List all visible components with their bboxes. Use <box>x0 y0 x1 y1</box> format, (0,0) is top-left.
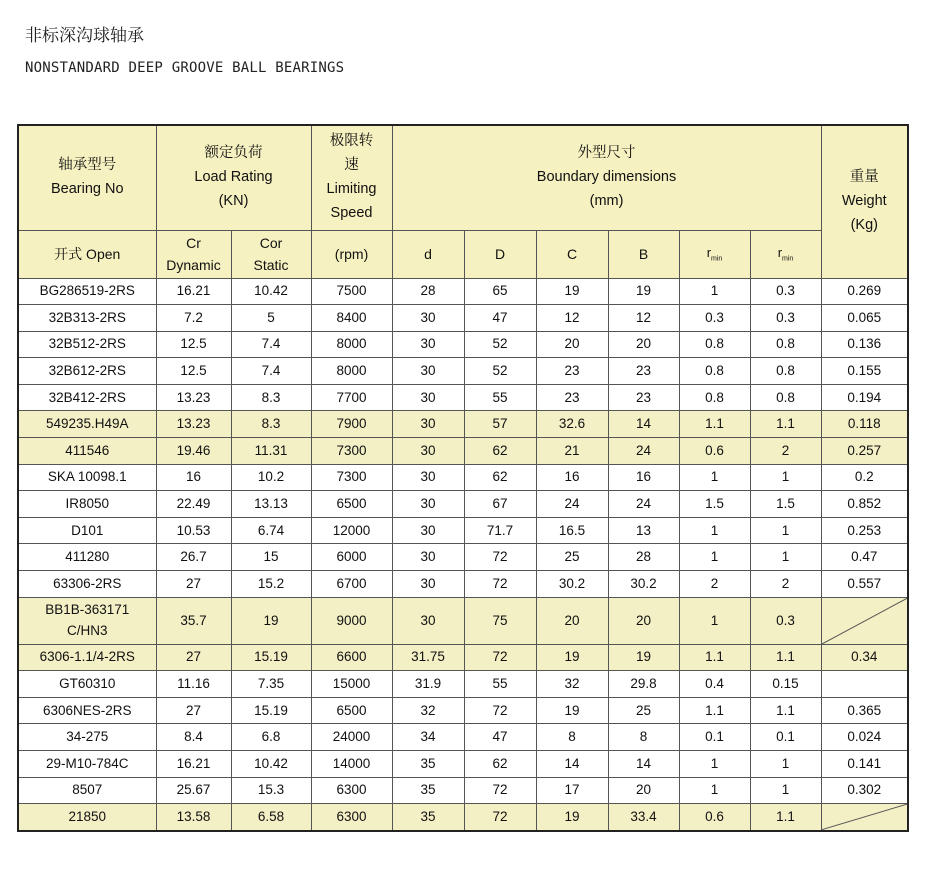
table-row <box>18 464 908 491</box>
cell-speed: 14000 <box>311 751 392 778</box>
cell-rmin-1: 0.8 <box>679 358 750 385</box>
cell-bearing-no: BB1B-363171 C/HN3 <box>18 597 156 644</box>
cell-d: 30 <box>392 491 464 518</box>
cell-weight: 0.557 <box>821 571 908 598</box>
table-row <box>18 331 908 358</box>
cell-bearing-no: 32B412-2RS <box>18 384 156 411</box>
cell-bearing-no: IR8050 <box>18 491 156 518</box>
cell-bearing-no: GT60310 <box>18 671 156 698</box>
cell-rmin-2: 0.3 <box>750 278 821 305</box>
cell-rmin-2: 0.8 <box>750 384 821 411</box>
cell-bearing-no: 21850 <box>18 804 156 831</box>
header-weight: 重量 Weight (Kg) <box>821 125 908 278</box>
cell-B: 30.2 <box>608 571 679 598</box>
cell-bearing-no: 63306-2RS <box>18 571 156 598</box>
cell-cr: 35.7 <box>156 597 231 644</box>
cell-D: 52 <box>464 358 536 385</box>
cell-weight: 0.365 <box>821 697 908 724</box>
cell-weight: 0.47 <box>821 544 908 571</box>
cell-rmin-1: 0.6 <box>679 438 750 465</box>
cell-cor: 15.2 <box>231 571 311 598</box>
cell-D: 72 <box>464 697 536 724</box>
cell-speed: 6700 <box>311 571 392 598</box>
cell-cor: 6.74 <box>231 517 311 544</box>
cell-cr: 26.7 <box>156 544 231 571</box>
cell-cor: 7.4 <box>231 331 311 358</box>
cell-cr: 27 <box>156 697 231 724</box>
cell-rmin-1: 0.8 <box>679 384 750 411</box>
cell-cor: 15 <box>231 544 311 571</box>
cell-cr: 13.23 <box>156 384 231 411</box>
cell-cor: 10.42 <box>231 278 311 305</box>
cell-speed: 9000 <box>311 597 392 644</box>
table-row <box>18 438 908 465</box>
cell-bearing-no: 32B612-2RS <box>18 358 156 385</box>
cell-rmin-2: 1.1 <box>750 411 821 438</box>
cell-d: 35 <box>392 751 464 778</box>
cell-cr: 10.53 <box>156 517 231 544</box>
header-B: B <box>608 230 679 278</box>
cell-speed: 6500 <box>311 491 392 518</box>
cell-C: 16 <box>536 464 608 491</box>
cell-weight: 0.155 <box>821 358 908 385</box>
diagonal-slash <box>822 804 908 830</box>
cell-D: 62 <box>464 438 536 465</box>
table-row <box>18 491 908 518</box>
page-title-english: NONSTANDARD DEEP GROOVE BALL BEARINGS <box>25 60 345 76</box>
cell-D: 71.7 <box>464 517 536 544</box>
cell-cr: 22.49 <box>156 491 231 518</box>
cell-speed: 8400 <box>311 305 392 332</box>
cell-C: 19 <box>536 697 608 724</box>
cell-bearing-no: 32B313-2RS <box>18 305 156 332</box>
cell-cor: 15.19 <box>231 644 311 671</box>
cell-C: 24 <box>536 491 608 518</box>
cell-weight: 0.302 <box>821 777 908 804</box>
cell-B: 20 <box>608 597 679 644</box>
cell-rmin-1: 2 <box>679 571 750 598</box>
header-cor-static: Cor Static <box>231 230 311 278</box>
cell-rmin-1: 0.3 <box>679 305 750 332</box>
cell-rmin-2: 1.1 <box>750 697 821 724</box>
table-row <box>18 751 908 778</box>
cell-bearing-no: 29-M10-784C <box>18 751 156 778</box>
cell-speed: 7300 <box>311 464 392 491</box>
bearing-spec-table <box>17 124 909 832</box>
cell-D: 47 <box>464 724 536 751</box>
cell-d: 30 <box>392 597 464 644</box>
cell-cor: 5 <box>231 305 311 332</box>
cell-cr: 12.5 <box>156 358 231 385</box>
cell-weight: 0.852 <box>821 491 908 518</box>
cell-rmin-2: 1.5 <box>750 491 821 518</box>
cell-rmin-1: 1.5 <box>679 491 750 518</box>
cell-cr: 16 <box>156 464 231 491</box>
table-row <box>18 278 908 305</box>
cell-D: 55 <box>464 384 536 411</box>
cell-C: 14 <box>536 751 608 778</box>
cell-cor: 11.31 <box>231 438 311 465</box>
cell-C: 19 <box>536 804 608 831</box>
cell-weight: 0.065 <box>821 305 908 332</box>
cell-speed: 6600 <box>311 644 392 671</box>
cell-B: 14 <box>608 411 679 438</box>
cell-cr: 13.23 <box>156 411 231 438</box>
cell-C: 32 <box>536 671 608 698</box>
table-row <box>18 697 908 724</box>
header-C: C <box>536 230 608 278</box>
header-rpm: (rpm) <box>311 230 392 278</box>
cell-cr: 7.2 <box>156 305 231 332</box>
cell-weight: 0.136 <box>821 331 908 358</box>
cell-rmin-1: 0.8 <box>679 331 750 358</box>
cell-d: 28 <box>392 278 464 305</box>
cell-rmin-1: 1 <box>679 544 750 571</box>
cell-speed: 7300 <box>311 438 392 465</box>
cell-cor: 8.3 <box>231 384 311 411</box>
cell-C: 8 <box>536 724 608 751</box>
cell-d: 30 <box>392 438 464 465</box>
cell-bearing-no: SKA 10098.1 <box>18 464 156 491</box>
cell-d: 35 <box>392 804 464 831</box>
cell-weight: 0.141 <box>821 751 908 778</box>
cell-cor: 10.2 <box>231 464 311 491</box>
cell-cor: 15.3 <box>231 777 311 804</box>
cell-B: 14 <box>608 751 679 778</box>
cell-B: 24 <box>608 491 679 518</box>
cell-d: 34 <box>392 724 464 751</box>
cell-rmin-2: 1.1 <box>750 644 821 671</box>
cell-B: 19 <box>608 278 679 305</box>
cell-bearing-no: 6306NES-2RS <box>18 697 156 724</box>
cell-rmin-2: 1 <box>750 777 821 804</box>
cell-d: 30 <box>392 305 464 332</box>
diagonal-slash <box>822 598 908 644</box>
cell-d: 30 <box>392 358 464 385</box>
cell-d: 30 <box>392 331 464 358</box>
cell-weight <box>821 671 908 698</box>
cell-C: 19 <box>536 278 608 305</box>
table-row <box>18 671 908 698</box>
cell-C: 20 <box>536 331 608 358</box>
table-row <box>18 571 908 598</box>
cell-weight-empty <box>821 804 908 831</box>
page-title-chinese: 非标深沟球轴承 <box>25 26 144 46</box>
cell-B: 33.4 <box>608 804 679 831</box>
cell-d: 30 <box>392 464 464 491</box>
cell-B: 20 <box>608 331 679 358</box>
cell-d: 30 <box>392 571 464 598</box>
cell-B: 16 <box>608 464 679 491</box>
cell-speed: 8000 <box>311 358 392 385</box>
cell-D: 55 <box>464 671 536 698</box>
table-row <box>18 597 908 644</box>
cell-B: 8 <box>608 724 679 751</box>
cell-bearing-no: 34-275 <box>18 724 156 751</box>
cell-rmin-1: 0.6 <box>679 804 750 831</box>
cell-rmin-1: 1 <box>679 751 750 778</box>
table-row <box>18 411 908 438</box>
cell-D: 72 <box>464 777 536 804</box>
table-row <box>18 804 908 831</box>
cell-rmin-1: 1 <box>679 464 750 491</box>
cell-rmin-1: 1.1 <box>679 697 750 724</box>
cell-cr: 19.46 <box>156 438 231 465</box>
cell-cor: 13.13 <box>231 491 311 518</box>
cell-speed: 7500 <box>311 278 392 305</box>
cell-d: 30 <box>392 384 464 411</box>
cell-d: 30 <box>392 544 464 571</box>
cell-C: 30.2 <box>536 571 608 598</box>
cell-cor: 10.42 <box>231 751 311 778</box>
header-load-rating: 额定负荷 Load Rating (KN) <box>156 125 311 230</box>
cell-C: 17 <box>536 777 608 804</box>
header-rmin-1: $r_{min}$ <box>679 230 750 278</box>
cell-cr: 16.21 <box>156 751 231 778</box>
cell-D: 62 <box>464 464 536 491</box>
cell-rmin-2: 0.3 <box>750 597 821 644</box>
table-row <box>18 305 908 332</box>
cell-rmin-1: 1 <box>679 777 750 804</box>
cell-cr: 27 <box>156 571 231 598</box>
cell-rmin-1: 1 <box>679 278 750 305</box>
cell-cor: 7.4 <box>231 358 311 385</box>
cell-B: 19 <box>608 644 679 671</box>
cell-speed: 24000 <box>311 724 392 751</box>
cell-D: 72 <box>464 804 536 831</box>
cell-B: 29.8 <box>608 671 679 698</box>
cell-C: 23 <box>536 358 608 385</box>
cell-D: 75 <box>464 597 536 644</box>
cell-D: 72 <box>464 571 536 598</box>
table-row <box>18 777 908 804</box>
cell-D: 65 <box>464 278 536 305</box>
table-row <box>18 358 908 385</box>
cell-rmin-2: 2 <box>750 571 821 598</box>
header-d: d <box>392 230 464 278</box>
cell-bearing-no: 411546 <box>18 438 156 465</box>
cell-C: 12 <box>536 305 608 332</box>
cell-rmin-1: 1.1 <box>679 411 750 438</box>
header-rmin-2: $r_{min}$ <box>750 230 821 278</box>
cell-D: 67 <box>464 491 536 518</box>
cell-rmin-2: 1.1 <box>750 804 821 831</box>
cell-weight: 0.2 <box>821 464 908 491</box>
cell-bearing-no: 32B512-2RS <box>18 331 156 358</box>
cell-C: 21 <box>536 438 608 465</box>
cell-cr: 25.67 <box>156 777 231 804</box>
cell-C: 23 <box>536 384 608 411</box>
cell-B: 12 <box>608 305 679 332</box>
cell-cr: 8.4 <box>156 724 231 751</box>
cell-cor: 8.3 <box>231 411 311 438</box>
table-row <box>18 724 908 751</box>
cell-rmin-2: 0.8 <box>750 331 821 358</box>
header-cr-dynamic: Cr Dynamic <box>156 230 231 278</box>
cell-rmin-1: 1 <box>679 517 750 544</box>
cell-rmin-2: 0.8 <box>750 358 821 385</box>
header-boundary-dimensions: 外型尺寸 Boundary dimensions (mm) <box>392 125 821 230</box>
cell-weight: 0.118 <box>821 411 908 438</box>
table-row <box>18 517 908 544</box>
cell-weight: 0.024 <box>821 724 908 751</box>
cell-d: 31.75 <box>392 644 464 671</box>
table-row <box>18 384 908 411</box>
cell-B: 20 <box>608 777 679 804</box>
cell-speed: 7700 <box>311 384 392 411</box>
cell-bearing-no: 6306-1.1/4-2RS <box>18 644 156 671</box>
cell-cr: 11.16 <box>156 671 231 698</box>
header-D: D <box>464 230 536 278</box>
table-row <box>18 644 908 671</box>
cell-rmin-1: 1.1 <box>679 644 750 671</box>
cell-speed: 6300 <box>311 777 392 804</box>
cell-rmin-2: 0.1 <box>750 724 821 751</box>
cell-rmin-1: 1 <box>679 597 750 644</box>
cell-bearing-no: 411280 <box>18 544 156 571</box>
cell-weight-empty <box>821 597 908 644</box>
header-limiting-speed: 极限转 速 Limiting Speed <box>311 125 392 230</box>
cell-weight: 0.269 <box>821 278 908 305</box>
cell-bearing-no: BG286519-2RS <box>18 278 156 305</box>
cell-cor: 19 <box>231 597 311 644</box>
cell-speed: 15000 <box>311 671 392 698</box>
cell-speed: 6000 <box>311 544 392 571</box>
cell-cr: 16.21 <box>156 278 231 305</box>
cell-d: 35 <box>392 777 464 804</box>
cell-B: 24 <box>608 438 679 465</box>
cell-rmin-2: 0.3 <box>750 305 821 332</box>
cell-weight: 0.257 <box>821 438 908 465</box>
cell-speed: 7900 <box>311 411 392 438</box>
cell-weight: 0.34 <box>821 644 908 671</box>
cell-cor: 15.19 <box>231 697 311 724</box>
cell-cr: 12.5 <box>156 331 231 358</box>
cell-cor: 6.8 <box>231 724 311 751</box>
cell-C: 25 <box>536 544 608 571</box>
header-open: 开式 Open <box>18 230 156 278</box>
cell-C: 19 <box>536 644 608 671</box>
cell-B: 23 <box>608 358 679 385</box>
cell-rmin-2: 1 <box>750 464 821 491</box>
cell-rmin-1: 0.1 <box>679 724 750 751</box>
header-bearing-no: 轴承型号 Bearing No <box>18 125 156 230</box>
cell-d: 30 <box>392 411 464 438</box>
cell-speed: 6500 <box>311 697 392 724</box>
cell-D: 52 <box>464 331 536 358</box>
cell-rmin-2: 1 <box>750 517 821 544</box>
cell-speed: 6300 <box>311 804 392 831</box>
cell-B: 23 <box>608 384 679 411</box>
cell-C: 16.5 <box>536 517 608 544</box>
cell-bearing-no: D101 <box>18 517 156 544</box>
cell-d: 30 <box>392 517 464 544</box>
cell-D: 47 <box>464 305 536 332</box>
cell-rmin-2: 2 <box>750 438 821 465</box>
cell-B: 13 <box>608 517 679 544</box>
cell-bearing-no: 8507 <box>18 777 156 804</box>
cell-cr: 13.58 <box>156 804 231 831</box>
cell-weight: 0.253 <box>821 517 908 544</box>
cell-bearing-no: 549235.H49A <box>18 411 156 438</box>
cell-D: 72 <box>464 644 536 671</box>
cell-cor: 7.35 <box>231 671 311 698</box>
table-row <box>18 544 908 571</box>
cell-rmin-1: 0.4 <box>679 671 750 698</box>
cell-D: 57 <box>464 411 536 438</box>
cell-C: 20 <box>536 597 608 644</box>
cell-speed: 8000 <box>311 331 392 358</box>
cell-cor: 6.58 <box>231 804 311 831</box>
cell-rmin-2: 0.15 <box>750 671 821 698</box>
cell-d: 31.9 <box>392 671 464 698</box>
cell-C: 32.6 <box>536 411 608 438</box>
cell-rmin-2: 1 <box>750 751 821 778</box>
cell-cr: 27 <box>156 644 231 671</box>
cell-d: 32 <box>392 697 464 724</box>
cell-weight: 0.194 <box>821 384 908 411</box>
cell-B: 28 <box>608 544 679 571</box>
cell-speed: 12000 <box>311 517 392 544</box>
cell-D: 72 <box>464 544 536 571</box>
cell-B: 25 <box>608 697 679 724</box>
cell-D: 62 <box>464 751 536 778</box>
cell-rmin-2: 1 <box>750 544 821 571</box>
